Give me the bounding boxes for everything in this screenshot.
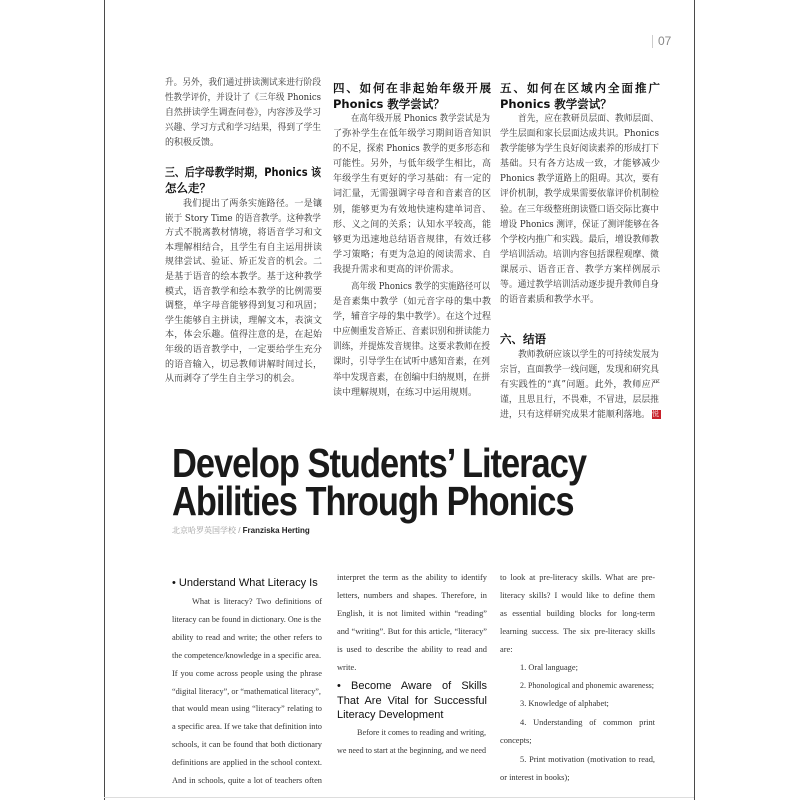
- line-text: schools, it can be found that both dictionary: [172, 740, 322, 750]
- line-text: 宗旨，直面教学一线问题，发现和研究具: [500, 365, 659, 376]
- text-line: [165, 91, 322, 106]
- line-text: 了弥补学生在低年级学习期间语音知识: [333, 129, 491, 140]
- text-line: [172, 700, 322, 718]
- text-line: [333, 218, 491, 233]
- line-text: 形、义之间的关系；认知水平较高，能: [333, 219, 491, 230]
- text-line: [500, 172, 660, 187]
- line-text: 学，辅音字母的集中教学）。在这个过程: [333, 312, 491, 323]
- byline-school: 北京哈罗英国学校 /: [172, 526, 243, 535]
- line-text: 的语音素质和教学水平。: [500, 295, 600, 306]
- text-line: [500, 233, 660, 248]
- line-text: 的积极反馈。: [165, 138, 220, 149]
- line-text: 升。另外，我们通过拼读测试来进行阶段: [165, 78, 321, 88]
- line-text: definitions are applied in the school context.: [172, 758, 322, 768]
- line-text: 方式不脱离教材情境，将语音学习和文: [165, 228, 322, 239]
- line-text: 性教学评价，并设计了《三年级 Phonics: [165, 93, 321, 104]
- text-line: [333, 112, 491, 127]
- text-line: [500, 605, 655, 623]
- pre-literacy-skill-5: [500, 751, 655, 787]
- line-text: 读中理解规则，在练习中运用规则。: [333, 387, 478, 398]
- line-text: we need to start at the beginning, and we need: [337, 745, 486, 755]
- text-line: [333, 295, 491, 310]
- line-text: 高年级 Phonics 教学的实施路径可以: [351, 282, 490, 292]
- text-line: [500, 263, 660, 278]
- text-line: [333, 187, 491, 202]
- text-line: [333, 248, 491, 263]
- text-line: [337, 623, 487, 641]
- text-line: [500, 769, 655, 787]
- line-text: Before it comes to reading and writing,: [357, 728, 486, 737]
- text-line: [165, 212, 322, 227]
- text-line: [500, 112, 660, 127]
- line-text: 谨，且思且行，不畏难，不冒进，层层推: [500, 395, 659, 406]
- text-line: [337, 569, 487, 587]
- byline: [172, 525, 310, 536]
- text-line: [500, 293, 660, 308]
- text-line: [333, 325, 491, 340]
- line-text: 教师教研应该以学生的可持续发展为: [518, 350, 659, 360]
- text-line: [500, 203, 660, 218]
- line-text: • Become Aware of Skills: [337, 680, 487, 692]
- line-text: If you come across people using the phrase: [172, 668, 322, 678]
- text-line: [172, 754, 322, 772]
- line-text: 的语音输入，切忌教师讲解时间过长，: [165, 359, 322, 370]
- line-text: 可能性。另外，与低年级学生相比，高: [333, 159, 491, 170]
- line-text: 1. Oral language;: [520, 663, 578, 672]
- text-line: [337, 742, 487, 760]
- page-edge-right: [694, 0, 695, 800]
- line-text: a specific area. If we take that definition into: [172, 722, 322, 732]
- page-number: 07: [652, 35, 671, 48]
- text-line: [500, 142, 660, 157]
- en-heading-become-aware: [337, 679, 487, 723]
- line-text: and “writing”. But for this article, “literacy”: [337, 626, 487, 636]
- line-text: 进，只有这样研究成果才能顺利落地。: [500, 410, 650, 421]
- line-text: 模式，语音教学和绘本教学的比例需要: [165, 286, 322, 297]
- cn-paragraph-conclusion: [500, 348, 660, 423]
- text-line: [172, 718, 322, 736]
- line-text: 训练，并提炼发音规律。这要求教师在授: [333, 342, 490, 353]
- text-line: [165, 164, 322, 180]
- section-heading-5: [500, 80, 660, 112]
- line-text: 别，能够更为有效地快速构建单词音、: [333, 204, 491, 215]
- line-text: 是音素集中教学（如元音字母的集中教: [333, 297, 491, 308]
- line-text: 学生层面和家长层面达成共识。Phonics: [500, 129, 659, 140]
- text-line: [500, 187, 660, 202]
- line-text: or interest in books);: [500, 772, 570, 782]
- line-text: Phonics 教学尝试？: [500, 97, 612, 111]
- line-text: 词汇量，无需强调字母音和音素音的区: [333, 189, 491, 200]
- text-line: [165, 299, 322, 314]
- line-text: 基础。只有各方达成一致，才能够减少: [500, 159, 660, 170]
- article-title: [172, 440, 587, 524]
- text-line: [165, 241, 322, 256]
- text-line: [333, 386, 491, 401]
- line-text: 从而剥夺了学生自主学习的机会。: [165, 374, 301, 385]
- cn-paragraph: [165, 76, 322, 151]
- text-line: [165, 358, 322, 373]
- line-text: literacy can be found in dictionary. One is the: [172, 614, 321, 624]
- text-line: [337, 679, 487, 694]
- text-line: [172, 647, 322, 665]
- line-text: And in schools, quite a lot of teachers often: [172, 776, 322, 786]
- line-text: is used to describe the ability to read and: [337, 644, 487, 654]
- line-text: 有实践性的“真”问题。此外，教师应严: [500, 380, 660, 391]
- text-line: [165, 76, 322, 91]
- line-text: 我提升需求和更高的评价需求。: [333, 264, 460, 275]
- line-text: 嵌于 Story Time 的语音教学。这种教学: [165, 213, 321, 224]
- line-text: letters, numbers and shapes. Therefore, in: [337, 590, 487, 600]
- text-line: [337, 708, 487, 723]
- line-text: Phonics 教学尝试？: [333, 97, 445, 111]
- text-line: [165, 197, 322, 212]
- text-line: [333, 263, 491, 278]
- line-text: 课时，引导学生在试听中感知音素，在列: [333, 357, 490, 368]
- line-text: 够更为迅速地总结语音规律，有效迁移: [333, 234, 491, 245]
- line-text: 5. Print motivation (motivation to read,: [520, 755, 655, 764]
- line-text: 课展示、语音正音、教学方案样例展示: [500, 264, 660, 275]
- line-text: learning success. The six pre-literacy skills: [500, 626, 655, 636]
- list-item: [500, 677, 655, 695]
- text-line: [333, 142, 491, 157]
- line-text: Phonics 教学道路上的阻碍。其次，要有: [500, 174, 659, 185]
- text-line: [165, 372, 322, 387]
- text-line: [172, 629, 322, 647]
- article-end-mark-icon: 悦: [652, 410, 659, 419]
- text-line: [165, 180, 322, 196]
- cn-paragraph: [165, 197, 322, 387]
- text-line: [165, 343, 322, 358]
- pre-literacy-skill-4: [500, 714, 655, 750]
- section-heading-4: [333, 80, 491, 112]
- text-line: [337, 605, 487, 623]
- text-line: [500, 408, 660, 423]
- text-line: [337, 694, 487, 709]
- list-item: [500, 695, 655, 713]
- text-line: [165, 106, 322, 121]
- line-text: interpret the term as the ability to identify: [337, 573, 487, 582]
- line-text: 教学能够为学生良好阅读素养的形成打下: [500, 144, 659, 155]
- text-line: [500, 278, 660, 293]
- line-text: 怎么走？: [165, 181, 211, 195]
- text-line: [500, 363, 660, 378]
- text-line: [172, 772, 322, 790]
- line-text: 3. Knowledge of alphabet;: [520, 698, 609, 708]
- line-text: 中应侧重发音矫正、音素识别和拼读能力: [333, 327, 490, 338]
- text-line: [172, 576, 322, 591]
- line-text: 增设 Phonics 测评，保证了测评能够在各: [500, 219, 659, 230]
- line-text: • Understand What Literacy Is: [172, 577, 318, 589]
- text-line: [500, 331, 660, 347]
- text-line: [172, 665, 322, 683]
- line-text: 验。在三年级整班朗读暨口语交际比赛中: [500, 204, 659, 215]
- line-text: concepts;: [500, 735, 532, 745]
- text-line: [500, 751, 655, 769]
- line-text: 本，体会乐趣。值得注意的是，在起始: [165, 330, 322, 341]
- line-text: That Are Vital for Successful: [337, 694, 487, 707]
- text-line: [500, 157, 660, 172]
- line-text: literacy skills? I would like to define them: [500, 590, 655, 600]
- line-text: 是基于语音的绘本教学。基于这种教学: [165, 271, 322, 282]
- en-paragraph: [172, 593, 322, 790]
- text-line: [500, 732, 655, 750]
- text-line: [165, 314, 322, 329]
- line-text: to look at pre-literacy skills. What are pre-: [500, 573, 655, 582]
- line-text: as essential building blocks for long-term: [500, 608, 655, 618]
- line-text: 年级学生有更好的学习基础：有一定的: [333, 174, 491, 185]
- section-heading-3: [165, 164, 322, 196]
- line-text: 五、如何在区域内全面推广: [500, 81, 660, 95]
- text-line: [337, 587, 487, 605]
- text-line: [165, 255, 322, 270]
- line-text: “digital literacy”, or “mathematical literacy”,: [172, 686, 321, 696]
- text-line: [500, 218, 660, 233]
- text-line: [500, 96, 660, 112]
- line-text: 六、结语: [500, 332, 546, 346]
- text-line: [500, 248, 660, 263]
- text-line: [500, 378, 660, 393]
- cn-paragraph: [333, 280, 491, 401]
- line-text: 兴趣、学习方式和学习结果，得到了学生: [165, 123, 321, 134]
- text-line: [500, 587, 655, 605]
- text-line: [165, 226, 322, 241]
- text-line: [333, 371, 491, 386]
- article-title-line-2: Abilities Through Phonics: [172, 478, 574, 524]
- line-text: 在高年级开展 Phonics 教学尝试是为: [351, 114, 490, 124]
- text-line: [500, 641, 655, 659]
- text-line: [172, 683, 322, 701]
- line-text: ability to read and write; the other refers to: [172, 632, 322, 642]
- line-text: 四、如何在非起始年级开展: [333, 81, 491, 95]
- en-paragraph: [500, 569, 655, 659]
- line-text: 年级的语音教学中，一定要给学生充分: [165, 344, 322, 355]
- line-text: write.: [337, 662, 357, 672]
- text-line: [333, 172, 491, 187]
- en-heading-understand: [172, 576, 322, 591]
- line-text: 本理解相结合，且学生有自主运用拼读: [165, 242, 322, 253]
- line-text: 举中发现音素，在创编中归纳规则，在拼: [333, 372, 490, 383]
- line-text: 调整，单字母音能够得到复习和巩固；: [165, 301, 322, 312]
- line-text: 首先，应在教研员层面、教师层面、: [518, 114, 659, 124]
- text-line: [333, 203, 491, 218]
- text-line: [333, 280, 491, 295]
- article-title-line-1: Develop Students’ Literacy: [172, 440, 587, 486]
- line-text: What is literacy? Two definitions of: [192, 597, 322, 606]
- line-text: 个学校内推广和实践。最后，增设教师教: [500, 234, 659, 245]
- text-line: [333, 157, 491, 172]
- section-heading-6: [500, 331, 660, 347]
- text-line: [337, 724, 487, 742]
- line-text: 评价机制，教学成果需要依靠评价机制检: [500, 189, 659, 200]
- line-text: 2. Phonological and phonemic awareness;: [520, 680, 654, 690]
- text-line: [500, 80, 660, 96]
- line-text: the competence/knowledge in a specific area.: [172, 650, 321, 660]
- text-line: [500, 569, 655, 587]
- line-text: 的不足，探索 Phonics 教学的更多形态和: [333, 144, 490, 155]
- line-text: English, it is not limited within “reading”: [337, 608, 487, 618]
- text-line: [165, 328, 322, 343]
- text-line: [165, 270, 322, 285]
- line-text: 我们提出了两条实施路径。一是镶: [183, 199, 322, 209]
- line-text: are:: [500, 644, 513, 654]
- byline-author: Franziska Herting: [242, 526, 310, 535]
- en-paragraph: [337, 724, 487, 760]
- page-bottom-divider: [104, 797, 694, 798]
- text-line: [500, 127, 660, 142]
- line-text: 三、后字母教学时期，Phonics 该: [165, 165, 321, 179]
- line-text: 等。通过教学培训活动逐步提升教师自身: [500, 280, 659, 291]
- line-text: 学生能够自主拼读，理解文本，表演文: [165, 315, 322, 326]
- cn-paragraph: [500, 112, 660, 308]
- en-paragraph: [337, 569, 487, 676]
- text-line: [172, 593, 322, 611]
- line-text: Literacy Development: [337, 709, 444, 721]
- text-line: [333, 310, 491, 325]
- text-line: [333, 355, 491, 370]
- line-text: 规律尝试、验证、矫正发音的机会。二: [165, 257, 322, 268]
- text-line: [172, 736, 322, 754]
- text-line: [500, 623, 655, 641]
- text-line: [165, 136, 322, 151]
- text-line: [333, 80, 491, 96]
- line-text: 4. Understanding of common print: [520, 718, 655, 727]
- line-text: 学培训活动。培训内容包括课程观摩、微: [500, 249, 659, 260]
- page-edge-left: [104, 0, 105, 800]
- line-text: 自然拼读学生调查问卷》，内容涉及学习: [165, 108, 321, 119]
- line-text: that would mean using “literacy” relating to: [172, 704, 322, 714]
- text-line: [333, 340, 491, 355]
- text-line: [337, 641, 487, 659]
- list-item: [500, 659, 655, 677]
- cn-paragraph: [333, 112, 491, 278]
- text-line: [333, 233, 491, 248]
- text-line: [165, 285, 322, 300]
- pre-literacy-skills-list: [500, 659, 655, 713]
- text-line: [500, 714, 655, 732]
- text-line: [337, 659, 487, 677]
- text-line: [165, 121, 322, 136]
- text-line: [333, 96, 491, 112]
- text-line: [500, 348, 660, 363]
- text-line: [333, 127, 491, 142]
- text-line: [500, 393, 660, 408]
- line-text: 学习策略；有更为急迫的阅读需求、自: [333, 249, 491, 260]
- text-line: [172, 611, 322, 629]
